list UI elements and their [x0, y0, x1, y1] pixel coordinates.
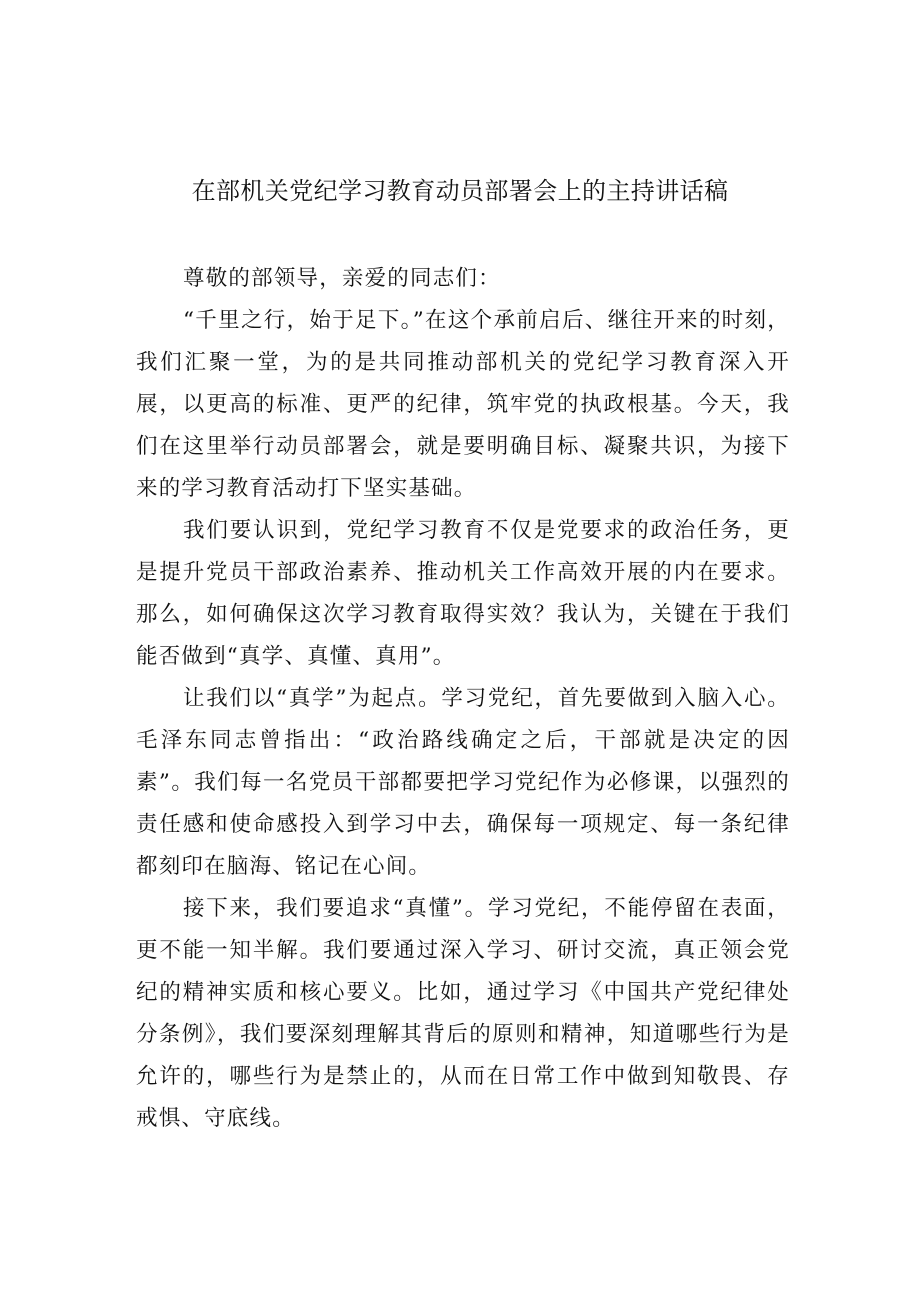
document-title: 在部机关党纪学习教育动员部署会上的主持讲话稿: [191, 177, 729, 205]
paragraph-significance: 我们要认识到，党纪学习教育不仅是党要求的政治任务，更是提升党员干部政治素养、推动机关工作高效开展的内在要求。那么，如何确保这次学习教育取得实效？我认为，关键在于我们能否做到“真学、真懂、真用”。: [136, 518, 790, 669]
paragraph-salutation: 尊敬的部领导，亲爱的同志们：: [183, 266, 501, 291]
paragraph-true-study: 让我们以“真学”为起点。学习党纪，首先要做到入脑入心。毛泽东同志曾指出：“政治路线确定之后，干部就是决定的因素”。我们每一名党员干部都要把学习党纪作为必修课，以强烈的责任感和使命感投入到学习中去，确保每一项规定、每一条纪律都刻印在脑海、铭记在心间。: [136, 686, 790, 879]
document-body: [136, 258, 790, 1140]
paragraph-true-understanding: 接下来，我们要追求“真懂”。学习党纪，不能停留在表面，更不能一知半解。我们要通过深入学习、研讨交流，真正领会党纪的精神实质和核心要义。比如，通过学习《中国共产党纪律处分条例》，我们要深刻理解其背后的原则和精神，知道哪些行为是允许的，哪些行为是禁止的，从而在日常工作中做到知敬畏、存戒惧、守底线。: [136, 896, 790, 1131]
paragraph-opening: “千里之行，始于足下。”在这个承前启后、继往开来的时刻，我们汇聚一堂，为的是共同推动部机关的党纪学习教育深入开展，以更高的标准、更严的纪律，筑牢党的执政根基。今天，我们在这里举行动员部署会，就是要明确目标、凝聚共识，为接下来的学习教育活动打下坚实基础。: [136, 308, 790, 501]
